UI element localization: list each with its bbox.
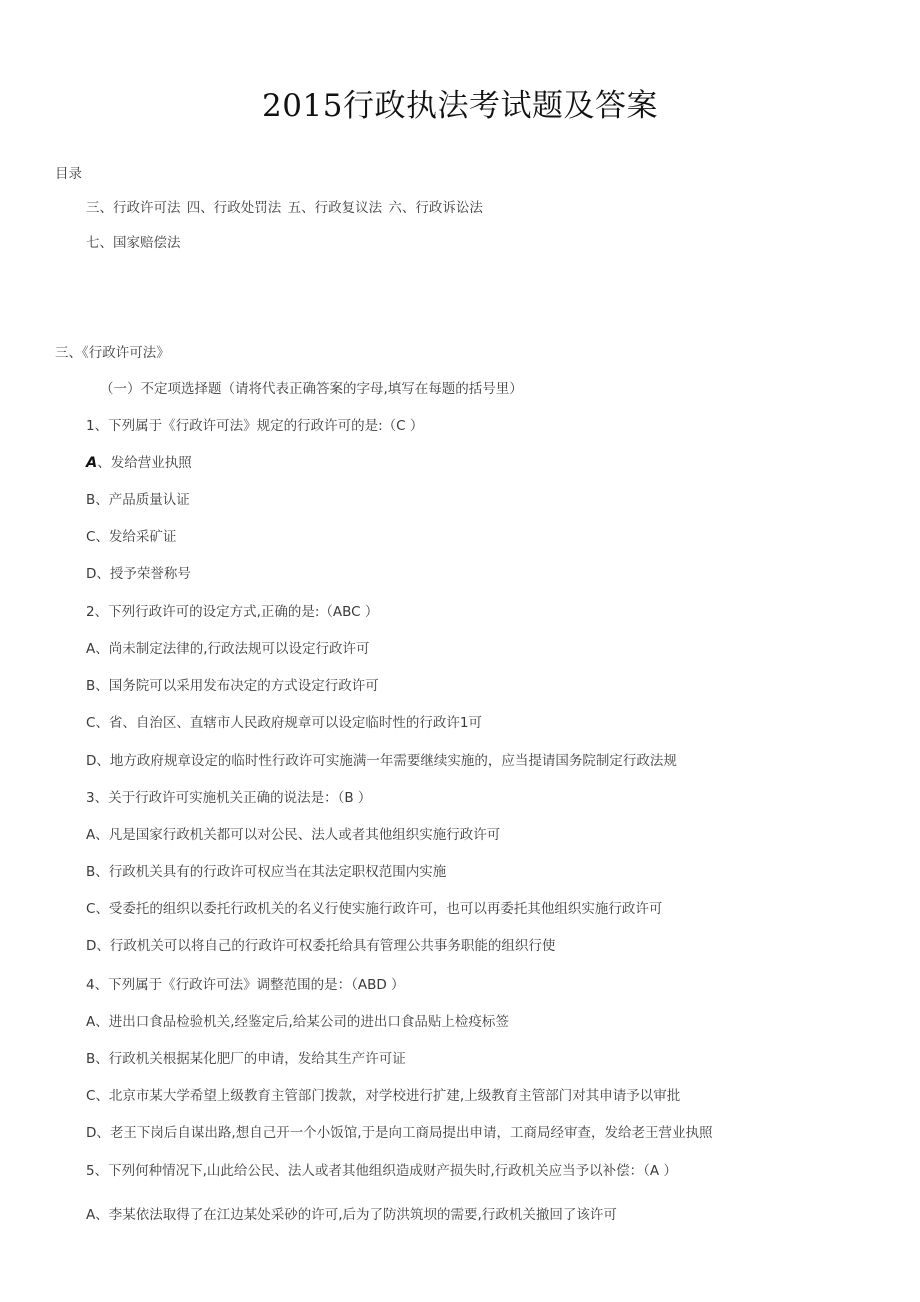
option-text: 、产品质量认证 bbox=[95, 492, 190, 508]
option-letter: D bbox=[86, 566, 97, 582]
question-2-stem: 2、下列行政许可的设定方式,正确的是:（ABC ） bbox=[86, 604, 379, 620]
option-letter: C bbox=[86, 715, 96, 731]
option-letter: D bbox=[86, 753, 97, 769]
question-3-option-d bbox=[86, 937, 555, 955]
question-1-option-c bbox=[86, 528, 176, 546]
option-letter: D bbox=[86, 938, 97, 954]
option-text: 、凡是国家行政机关都可以对公民、法人或者其他组织实施行政许可 bbox=[95, 827, 501, 843]
option-letter: C bbox=[86, 1088, 96, 1104]
question-5-option-a bbox=[86, 1206, 617, 1224]
question-1-option-b bbox=[86, 491, 190, 509]
document-title: 2015行政执法考试题及答案 bbox=[262, 88, 658, 124]
option-text: 、发给采矿证 bbox=[95, 529, 177, 545]
question-4-option-b bbox=[86, 1050, 406, 1068]
option-text: 、国务院可以采用发布决定的方式设定行政许可 bbox=[95, 678, 379, 694]
question-2-option-c bbox=[86, 714, 482, 732]
option-text: 、授予荣誉称号 bbox=[96, 566, 191, 582]
toc-heading: 目录 bbox=[55, 166, 82, 182]
option-text: 、李某依法取得了在江边某处采砂的许可,后为了防洪筑坝的需要,行政机关撤回了该许可 bbox=[95, 1207, 617, 1223]
toc-line-2: 七、国家赔偿法 bbox=[86, 235, 181, 251]
option-letter: C bbox=[86, 529, 96, 545]
option-text: 、发给营业执照 bbox=[97, 455, 192, 471]
option-letter: C bbox=[86, 901, 96, 917]
question-2-option-d bbox=[86, 752, 677, 770]
option-text: 、受委托的组织以委托行政机关的名义行使实施行政许可，也可以再委托其他组织实施行政许可 bbox=[95, 901, 663, 917]
option-text: 、老王下岗后自谋出路,想自己开一个小饭馆,于是向工商局提出申请，工商局经审查，发给老王营业执照 bbox=[96, 1125, 713, 1141]
option-letter: B bbox=[86, 678, 96, 694]
question-3-stem: 3、关于行政许可实施机关正确的说法是：（B ） bbox=[86, 790, 372, 806]
toc-line-1: 三、行政许可法 四、行政处罚法 五、行政复议法 六、行政诉讼法 bbox=[86, 200, 483, 216]
option-text: 、行政机关具有的行政许可权应当在其法定职权范围内实施 bbox=[95, 864, 447, 880]
option-letter: A bbox=[86, 455, 98, 471]
question-2-option-b bbox=[86, 677, 379, 695]
section-subheading: （一）不定项选择题（请将代表正确答案的字母,填写在每题的括号里） bbox=[100, 381, 523, 397]
question-4-option-a bbox=[86, 1013, 509, 1031]
option-letter: A bbox=[86, 1014, 96, 1030]
option-letter: B bbox=[86, 1051, 96, 1067]
option-text: 、北京市某大学希望上级教育主管部门拨款，对学校进行扩建,上级教育主管部门对其申请予以审批 bbox=[95, 1088, 681, 1104]
option-text: 、行政机关可以将自己的行政许可权委托给具有管理公共事务职能的组织行使 bbox=[96, 938, 556, 954]
question-5-stem: 5、下列何种情况下,山此给公民、法人或者其他组织造成财产损失时,行政机关应当予以补偿：（A ） bbox=[86, 1163, 677, 1179]
option-text: 、尚未制定法律的,行政法规可以设定行政许可 bbox=[95, 641, 370, 657]
option-letter: B bbox=[86, 492, 96, 508]
option-text: 、进出口食品检验机关,经鉴定后,给某公司的进出口食品贴上检疫标签 bbox=[95, 1014, 509, 1030]
question-4-option-c bbox=[86, 1087, 680, 1105]
option-text: 、行政机关根据某化肥厂的申请，发给其生产许可证 bbox=[95, 1051, 406, 1067]
question-2-option-a bbox=[86, 640, 370, 658]
question-4-option-d bbox=[86, 1124, 713, 1142]
question-1-stem: 1、下列属于《行政许可法》规定的行政许可的是:（C ） bbox=[86, 418, 424, 434]
question-3-option-a bbox=[86, 826, 500, 844]
section-heading: 三、《行政许可法》 bbox=[55, 345, 170, 361]
question-1-option-d bbox=[86, 565, 191, 583]
question-4-stem: 4、下列属于《行政许可法》调整范围的是：（ABD ） bbox=[86, 977, 405, 993]
option-text: 、地方政府规章设定的临时性行政许可实施满一年需要继续实施的，应当提请国务院制定行政法规 bbox=[96, 753, 677, 769]
question-1-option-a bbox=[86, 454, 192, 472]
option-text: 、省、自治区、直辖市人民政府规章可以设定临时性的行政许1可 bbox=[95, 715, 483, 731]
question-3-option-b bbox=[86, 863, 446, 881]
option-letter: D bbox=[86, 1125, 97, 1141]
option-letter: A bbox=[86, 827, 96, 843]
option-letter: A bbox=[86, 1207, 96, 1223]
option-letter: A bbox=[86, 641, 96, 657]
option-letter: B bbox=[86, 864, 96, 880]
question-3-option-c bbox=[86, 900, 662, 918]
